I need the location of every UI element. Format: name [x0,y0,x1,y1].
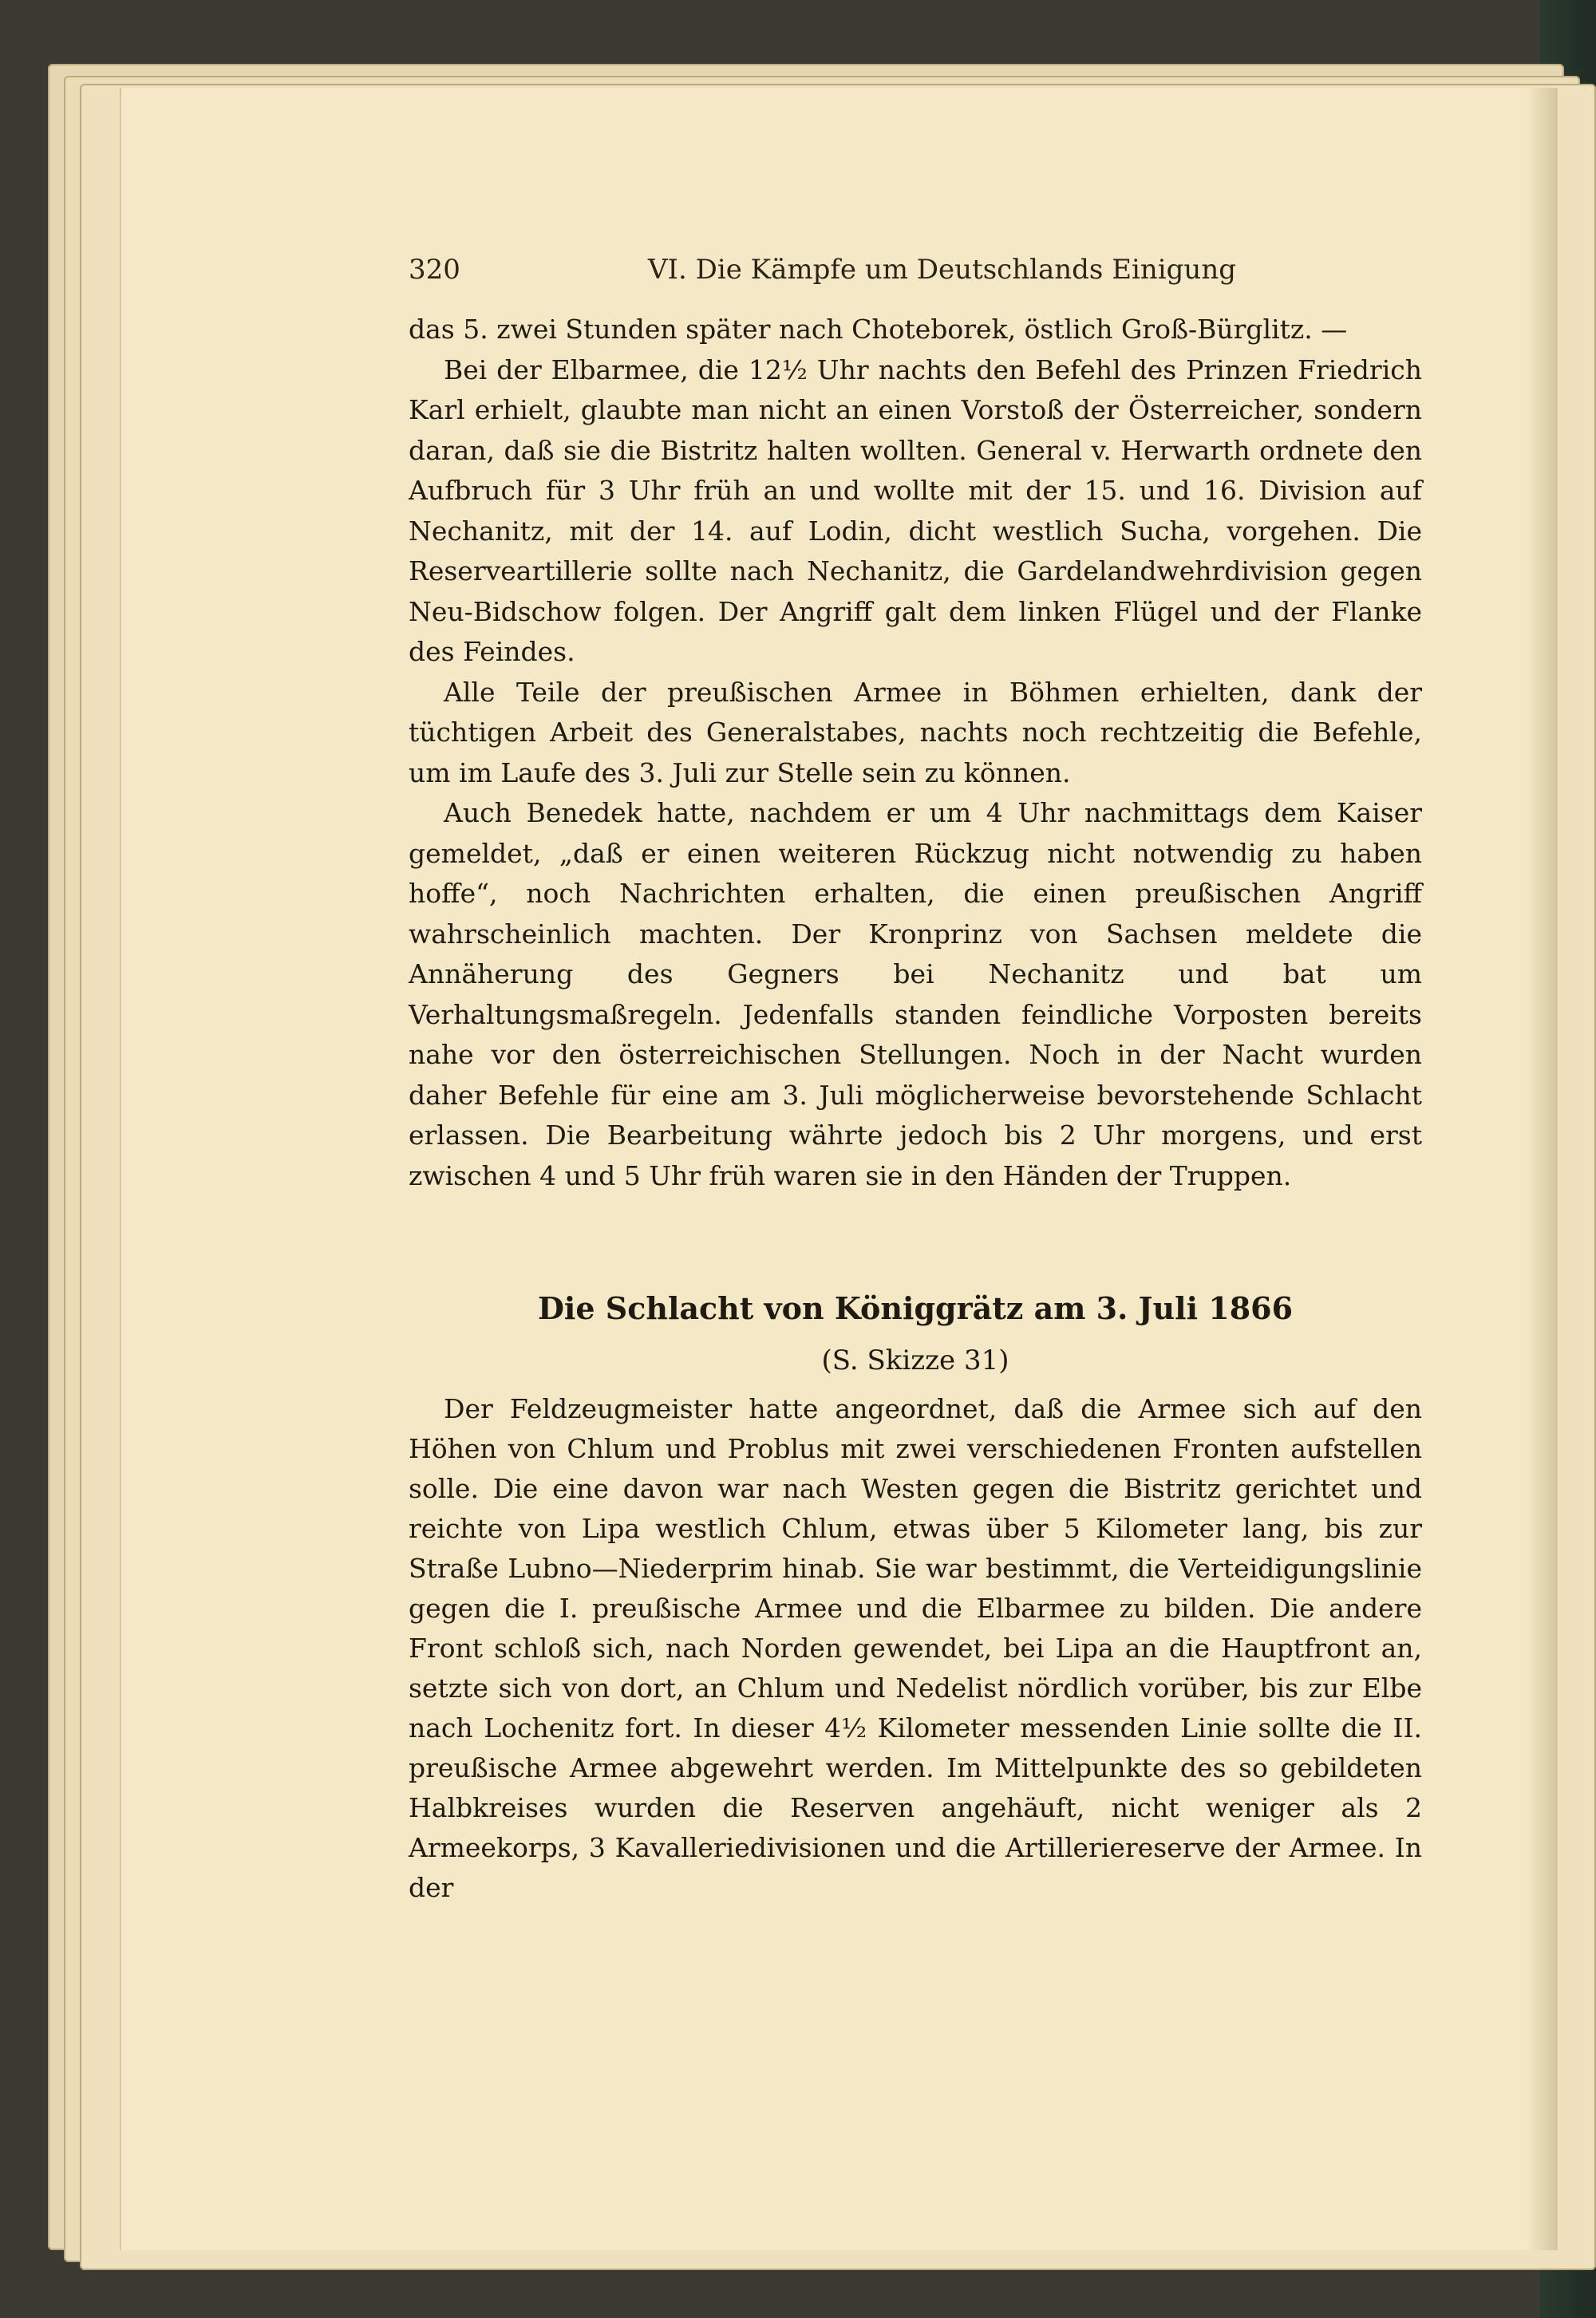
paragraph: das 5. zwei Stunden später nach Choteborek, östlich Groß-Bürglitz. — [409,314,1348,345]
section-paragraph: Der Feldzeugmeister hatte angeordnet, daß die Armee sich auf den Höhen von Chlum und Problus mit zwei verschiedenen Fronten aufstellen solle. Die eine davon war nach Westen gegen die Bistritz gerichtet und reichte von Lipa westlich Chlum, etwas über 5 Kilometer lang, bis zur Straße Lubno—Niederprim hinab. Sie war bestimmt, die Verteidigungslinie gegen die I. preußische Armee und die Elbarmee zu bilden. Die andere Front schloß sich, nach Norden gewendet, bei Lipa an die Hauptfront an, setzte sich von dort, an Chlum und Nedelist nördlich vorüber, bis zur Elbe nach Lochenitz fort. In dieser 4½ Kilometer messenden Linie sollte die II. preußische Armee abgewehrt werden. Im Mittelpunkte des so gebildeten Halbkreises wurden die Reserven angehäuft, nicht weniger als 2 Armeekorps, 3 Kavalleriedivisionen und die Artilleriereserve der Armee. In der [409,1393,1422,1903]
main-text [409,310,1422,1196]
section-koeniggraetz [409,1281,1422,1908]
section-subtitle: (S. Skizze 31) [821,1345,1009,1376]
running-head [409,254,1236,294]
section-title: Die Schlacht von Königgrätz am 3. Juli 1866 [537,1290,1294,1326]
paragraph: Alle Teile der preußischen Armee in Böhmen erhielten, dank der tüchtigen Arbeit des Generalstabes, nachts noch rechtzeitig die Befehle, um im Laufe des 3. Juli zur Stelle sein zu können. [409,676,1422,788]
page-number: 320 [409,254,460,286]
running-title: VI. Die Kämpfe um Deutschlands Einigung [648,254,1236,286]
paragraph: Auch Benedek hatte, nachdem er um 4 Uhr nachmittags dem Kaiser gemeldet, „daß er einen weiteren Rückzug nicht notwendig zu haben hoffe“, noch Nachrichten erhalten, die einen preußischen Angriff wahrscheinlich machten. Der Kronprinz von Sachsen meldete die Annäherung des Gegners bei Nechanitz und bat um Verhaltungsmaßregeln. Jedenfalls standen feindliche Vorposten bereits nahe vor den österreichischen Stellungen. Noch in der Nacht wurden daher Befehle für eine am 3. Juli möglicherweise bevorstehende Schlacht erlassen. Die Bearbeitung währte jedoch bis 2 Uhr morgens, und erst zwischen 4 und 5 Uhr früh waren sie in den Händen der Truppen. [409,797,1422,1191]
paragraph: Bei der Elbarmee, die 12½ Uhr nachts den Befehl des Prinzen Friedrich Karl erhielt, glaubte man nicht an einen Vorstoß der Österreicher, sondern daran, daß sie die Bistritz halten wollten. General v. Herwarth ordnete den Aufbruch für 3 Uhr früh an und wollte mit der 15. und 16. Division auf Nechanitz, mit der 14. auf Lodin, dicht westlich Sucha, vorgehen. Die Reserveartillerie sollte nach Nechanitz, die Gardelandwehrdivision gegen Neu-Bidschow folgen. Der Angriff galt dem linken Flügel und der Flanke des Feindes. [409,353,1422,667]
